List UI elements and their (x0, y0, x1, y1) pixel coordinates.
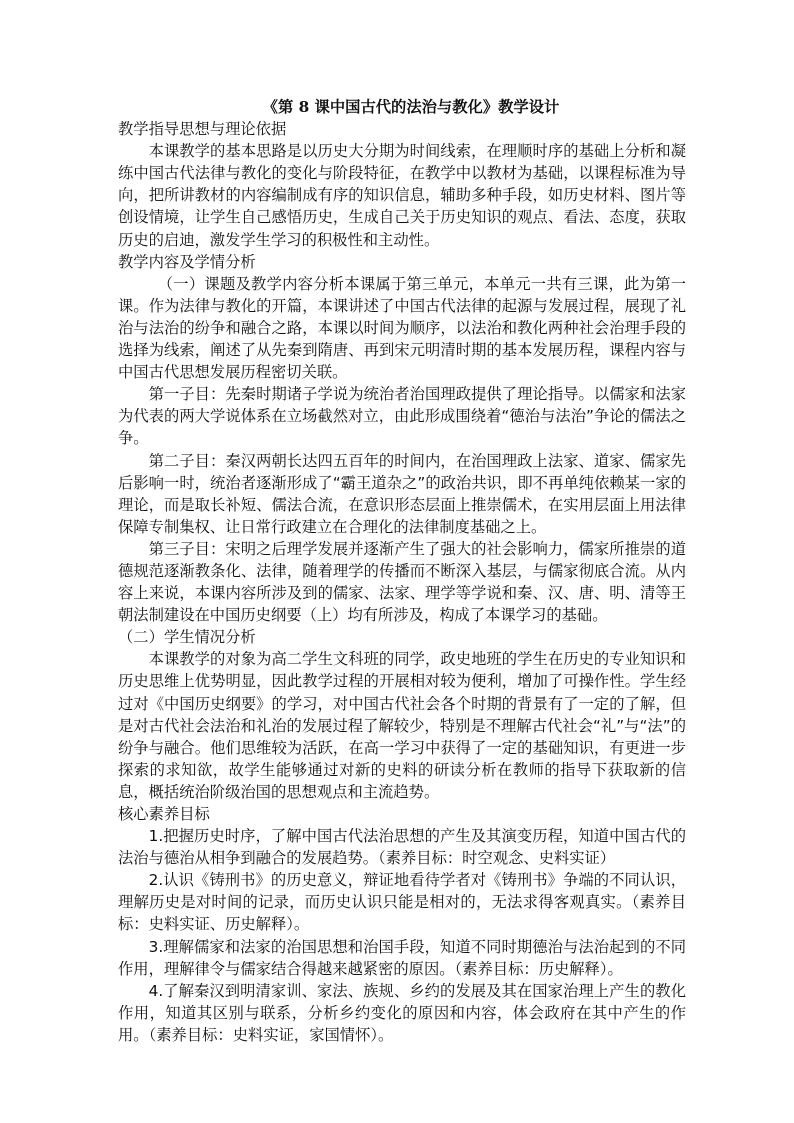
objective-item: 3.理解儒家和法家的治国思想和治国手段，知道不同时期德治与法治起到的不同作用，理解律令与儒家结合得越来越紧密的原因。（素养目标：历史解释）。 (118, 937, 686, 978)
paragraph-student-analysis: 本课教学的对象为高二学生文科班的同学，政史地班的学生在历史的专业知识和历史思维上优势明显，因此教学过程的开展相对较为便利，增加了可操作性。学生经过对《中国历史纲要》的学习，对中国古代社会各个时期的背景有了一定的了解，但是对古代社会法治和礼治的发展过程了解较少，特别是不理解古代社会“礼”与“法”的纷争与融合。他们思维较为活跃，在高一学习中获得了一定的基础知识，有更进一步探索的求知欲，故学生能够通过对新的史料的研读分析在教师的指导下获取新的信息，概括统治阶级治国的思想观点和主流趋势。 (118, 650, 686, 801)
objective-item: 1.把握历史时序，了解中国古代法治思想的产生及其演变历程，知道中国古代的法治与德治从相争到融合的发展趋势。（素养目标：时空观念、史料实证） (118, 827, 686, 868)
objective-item: 2.认识《铸刑书》的历史意义，辩证地看待学者对《铸刑书》争端的不同认识，理解历史是对时间的记录，而历史认识只能是相对的，无法求得客观真实。（素养目标：史料实证、历史解释）。 (118, 871, 686, 934)
objective-item: 4.了解秦汉到明清家训、家法、族规、乡约的发展及其在国家治理上产生的教化作用，知道其区别与联系，分析乡约变化的原因和内容，体会政府在其中产生的作用。（素养目标：史料实证，家国情怀）。 (118, 981, 686, 1044)
section-heading-content-analysis: 教学内容及学情分析 (118, 252, 256, 271)
paragraph-subsection-one: 第一子目：先秦时期诸子学说为统治者治国理政提供了理论指导。以儒家和法家为代表的两大学说体系在立场截然对立，由此形成围绕着“德治与法治”争论的儒法之争。 (118, 385, 686, 448)
sub-heading-student-analysis: （二）学生情况分析 (118, 628, 256, 647)
document-page (118, 96, 686, 1046)
document-title: 《第 8 课中国古代的法治与教化》教学设计 (262, 98, 560, 116)
paragraph-subsection-three: 第三子目：宋明之后理学发展并逐渐产生了强大的社会影响力，儒家所推崇的道德规范逐渐教条化、法律，随着理学的传播而不断深入基层，与儒家彻底合流。从内容上来说，本课内容所涉及到的儒家、法家、理学等学说和秦、汉、唐、明、清等王朝法制建设在中国历史纲要（上）均有所涉及，构成了本课学习的基础。 (118, 539, 686, 625)
paragraph-lesson-analysis: （一）课题及教学内容分析本课属于第三单元，本单元一共有三课，此为第一课。作为法律与教化的开篇，本课讲述了中国古代法律的起源与发展过程，展现了礼治与法治的纷争和融合之路，本课以时间为顺序，以法治和教化两种社会治理手段的选择为线索，阐述了从先秦到隋唐、再到宋元明清时期的基本发展历程，课程内容与中国古代思想发展历程密切关联。 (118, 274, 686, 382)
section-heading-core-literacy: 核心素养目标 (118, 805, 210, 823)
section-heading-teaching-philosophy: 教学指导思想与理论依据 (118, 120, 287, 139)
paragraph-teaching-approach: 本课教学的基本思路是以历史大分期为时间线索，在理顺时序的基础上分析和凝练中国古代法律与教化的变化与阶段特征，在教学中以教材为基础，以课程标准为导向，把所讲教材的内容编制成有序的知识信息，辅助多种手段，如历史材料、图片等创设情境，让学生自己感悟历史，生成自己关于历史知识的观点、看法、态度，获取历史的启迪，激发学生学习的积极性和主动性。 (118, 142, 686, 249)
paragraph-subsection-two: 第二子目：秦汉两朝长达四五百年的时间内，在治国理政上法家、道家、儒家先后影响一时，统治者逐渐形成了“霸王道杂之”的政治共识，即不再单纯依赖某一家的理论，而是取长补短、儒法合流，在意识形态层面上推崇儒术，在实用层面上用法律保障专制集权、让日常行政建立在合理化的法律制度基础之上。 (118, 451, 686, 536)
